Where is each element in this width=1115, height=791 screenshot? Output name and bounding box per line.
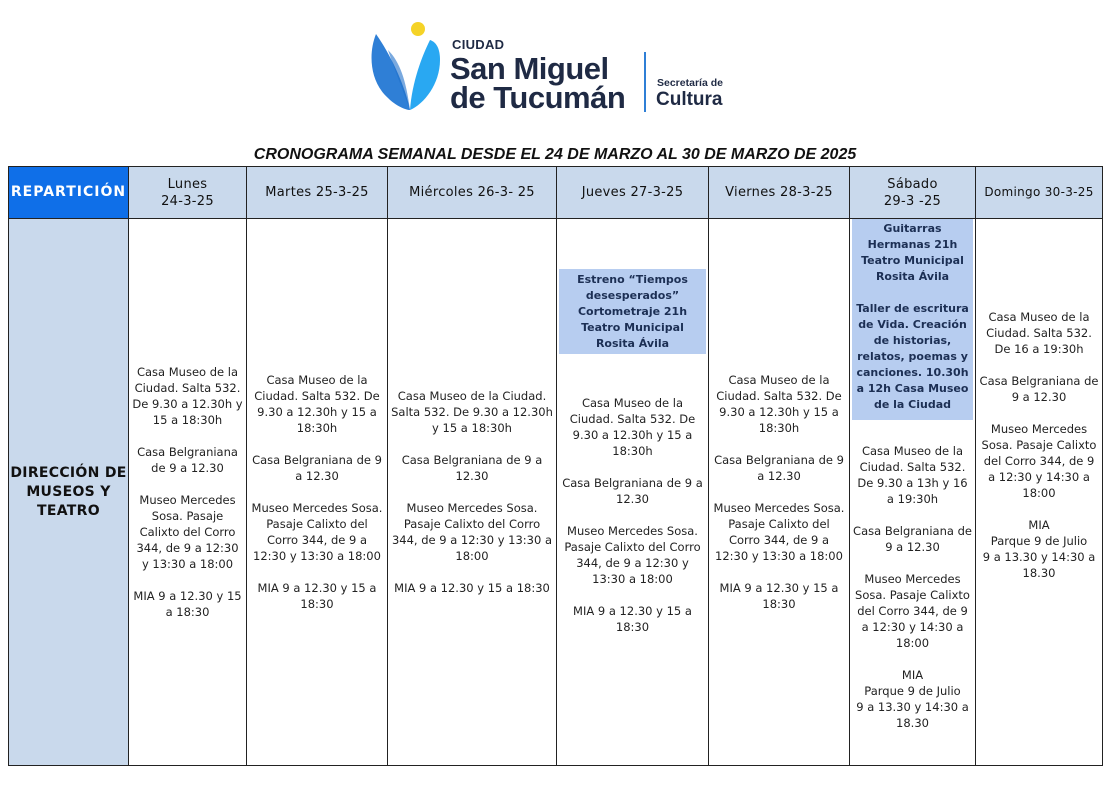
repartition-name: DIRECCIÓN DE MUSEOS Y TEATRO [10, 464, 127, 519]
event-belgraniana: Casa Belgraniana de 9 a 12.30 [714, 453, 844, 483]
event-mia-title: MIA [901, 668, 924, 682]
header-day-thu [557, 167, 709, 219]
schedule-table [8, 166, 1103, 766]
header-day-sun [976, 167, 1103, 219]
event-mercedes-sosa: Museo Mercedes Sosa. Pasaje Calixto del Corro 344, de 9 a 12:30 y 13:30 a 18:00 [564, 524, 701, 586]
event-mercedes-sosa: Museo Mercedes Sosa. Pasaje Calixto del Corro 344, de 9 a 12:30 y 13:30 a 18:00 [251, 501, 383, 563]
cell-fri [709, 219, 850, 766]
event-mia: MIA 9 a 12.30 y 15 a 18:30 [719, 581, 839, 611]
header-day-sat [850, 167, 976, 219]
highlight-event [852, 219, 973, 420]
event-mercedes-sosa: Museo Mercedes Sosa. Pasaje Calixto del Corro 344, de 9 a 12:30 y 13:30 a 18:00 [713, 501, 845, 563]
event-mia-hours: 9 a 13.30 y 14:30 a 18.30 [982, 550, 1096, 580]
day-label: Sábado [887, 176, 938, 192]
event-mercedes-sosa: Museo Mercedes Sosa. Pasaje Calixto del Corro 344, de 9 a 12:30 y 13:30 a 18:00 [391, 501, 553, 563]
event-belgraniana: Casa Belgraniana de 9 a 12.30 [252, 453, 382, 483]
header-day-fri [709, 167, 850, 219]
logo-city-name-line1: San Miguel [450, 51, 609, 86]
event-mercedes-sosa: Museo Mercedes Sosa. Pasaje Calixto del Corro 344, de 9 a 12:30 y 13:30 a 18:00 [136, 493, 239, 571]
day-label: Domingo 30-3-25 [984, 185, 1094, 199]
event-casa-museo: Casa Museo de la Ciudad. Salta 532. De 9.30 a 12.30h y 15 a 18:30h [132, 365, 243, 427]
page-title: CRONOGRAMA SEMANAL DESDE EL 24 DE MARZO AL 30 DE MARZO DE 2025 [253, 146, 857, 163]
regular-events [557, 395, 708, 635]
event-estreno: Estreno “Tiempos desesperados” Cortometraje 21h Teatro Municipal Rosita Ávila [577, 272, 688, 350]
cell-sun [976, 219, 1103, 766]
city-logo [366, 20, 756, 116]
table-row [9, 219, 1103, 766]
event-mia: MIA 9 a 12.30 y 15 a 18:30 [394, 581, 550, 595]
cell-mon [129, 219, 247, 766]
event-casa-museo: Casa Museo de la Ciudad. Salta 532. De 9.30 a 12.30h y 15 a 18:30h [391, 389, 553, 435]
regular-events [850, 443, 975, 731]
event-mia: MIA 9 a 12.30 y 15 a 18:30 [257, 581, 377, 611]
day-label: Miércoles 26-3- 25 [409, 185, 535, 200]
cell-tue [247, 219, 388, 766]
cell-sat [850, 219, 976, 766]
event-casa-museo: Casa Museo de la Ciudad. Salta 532. De 9.30 a 13h y 16 a 19:30h [857, 444, 968, 506]
cell-wed [388, 219, 557, 766]
event-guitarras-hermanas: Guitarras Hermanas 21h Teatro Municipal Rosita Ávila [861, 222, 964, 283]
logo-cultura-label: Cultura [656, 89, 723, 110]
header-day-tue [247, 167, 388, 219]
highlight-event [559, 269, 706, 354]
day-date: 24-3-25 [161, 193, 214, 209]
day-label: Viernes 28-3-25 [725, 185, 833, 200]
event-casa-museo: Casa Museo de la Ciudad. Salta 532. De 9.30 a 12.30h y 15 a 18:30h [716, 373, 842, 435]
event-casa-museo: Casa Museo de la Ciudad. Salta 532. De 9.30 a 12.30h y 15 a 18:30h [254, 373, 380, 435]
day-label: Martes 25-3-25 [265, 185, 369, 200]
event-mia-place: Parque 9 de Julio [990, 534, 1088, 548]
logo-secretaria-label: Secretaría de [657, 77, 723, 89]
header-row [9, 167, 1103, 219]
day-label: Jueves 27-3-25 [581, 185, 684, 200]
header-day-mon [129, 167, 247, 219]
event-mia: MIA 9 a 12.30 y 15 a 18:30 [133, 589, 242, 619]
event-belgraniana: Casa Belgraniana de 9 a 12.30 [853, 524, 972, 554]
logo-divider [644, 52, 646, 112]
cell-thu [557, 219, 709, 766]
logo-city-name-line2: de Tucumán [450, 80, 626, 115]
repartition-cell [9, 219, 129, 766]
event-taller-escritura: Taller de escritura de Vida. Creación de historias, relatos, poemas y canciones. 10.30h a 12h Casa Museo de la Ciudad [856, 302, 969, 411]
event-belgraniana: Casa Belgraniana de 9 a 12.30 [137, 445, 238, 475]
day-label: Lunes [167, 176, 208, 192]
event-belgraniana: Casa Belgraniana de 9 a 12.30 [979, 374, 1099, 404]
event-mia-title: MIA [1028, 518, 1050, 532]
event-mercedes-sosa: Museo Mercedes Sosa. Pasaje Calixto del Corro 344, de 9 a 12:30 y 14:30 a 18:00 [855, 572, 970, 650]
event-mia: MIA 9 a 12.30 y 15 a 18:30 [573, 604, 692, 634]
day-date: 29-3 -25 [883, 193, 942, 209]
event-mia-place: Parque 9 de Julio [864, 684, 961, 698]
event-mercedes-sosa: Museo Mercedes Sosa. Pasaje Calixto del Corro 344, de 9 a 12:30 y 14:30 a 18:00 [981, 422, 1097, 500]
city-emblem-icon [366, 20, 446, 116]
event-belgraniana: Casa Belgraniana de 9 a 12.30 [401, 453, 543, 483]
event-casa-museo: Casa Museo de la Ciudad. Salta 532. De 9.30 a 12.30h y 15 a 18:30h [569, 396, 696, 458]
event-belgraniana: Casa Belgraniana de 9 a 12.30 [562, 476, 703, 506]
event-casa-museo: Casa Museo de la Ciudad. Salta 532. De 16 a 19:30h [986, 310, 1092, 356]
logo-ciudad-label: CIUDAD [452, 37, 505, 52]
event-mia-hours: 9 a 13.30 y 14:30 a 18.30 [856, 700, 969, 730]
header-day-wed [388, 167, 557, 219]
header-reparticion: REPARTICIÓN [9, 167, 129, 219]
